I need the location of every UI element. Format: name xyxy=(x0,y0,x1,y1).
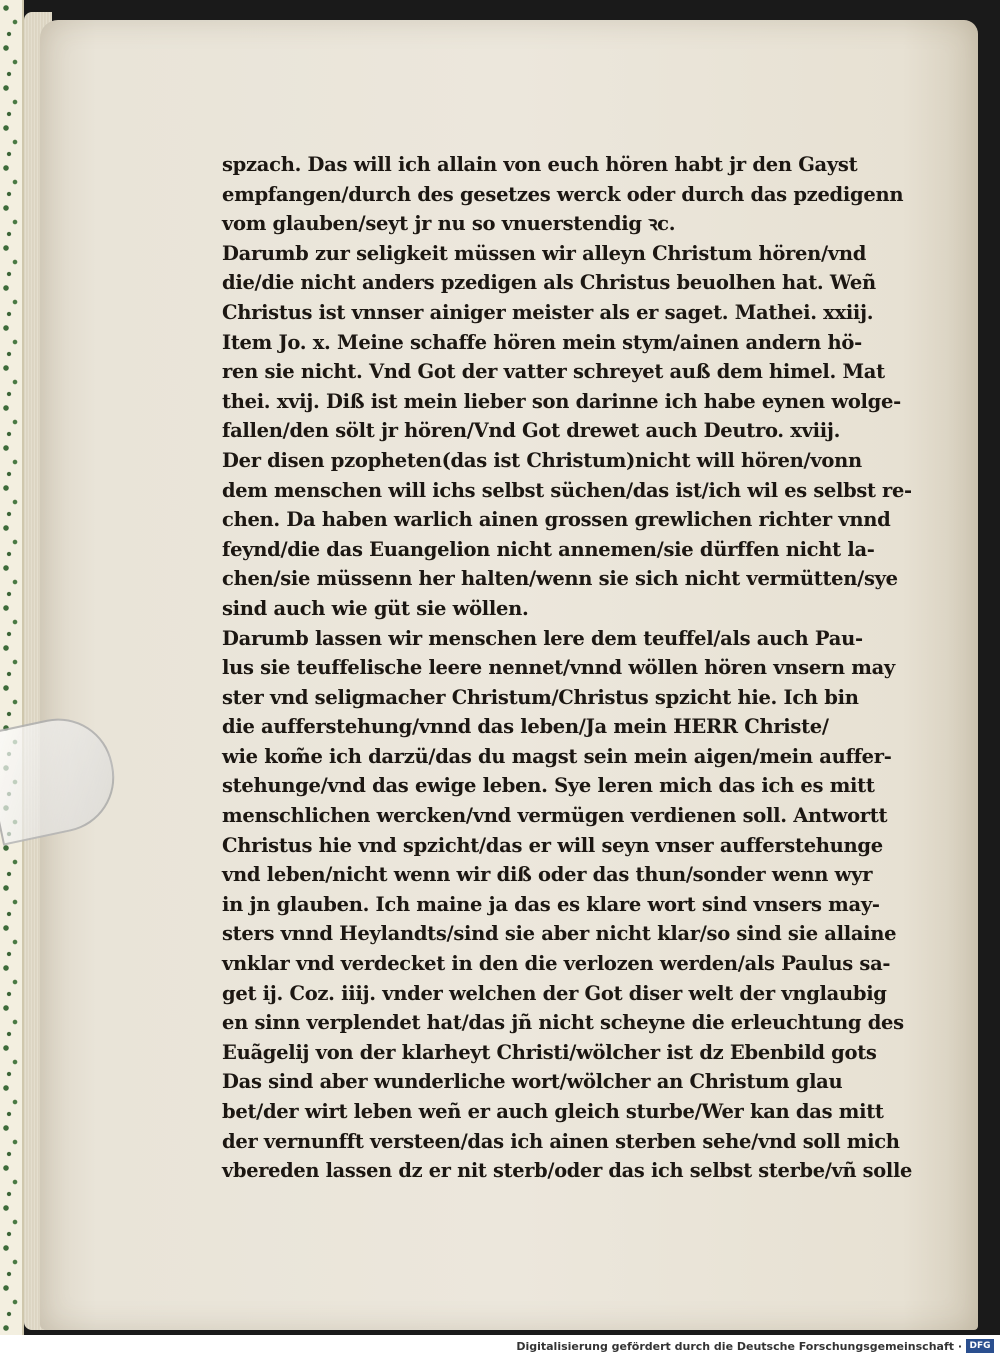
text-line: Euãgelij von der klarheyt Christi/wölcher ist dz Ebenbild gots xyxy=(222,1040,877,1064)
text-line: fallen/den sölt jr hören/Vnd Got drewet auch Deutro. xviij. xyxy=(222,419,841,443)
text-line: sind auch wie güt sie wöllen. xyxy=(222,596,529,620)
text-line: spzach. Das will ich allain von euch hören habt jr den Gayst xyxy=(222,153,858,176)
text-line: ren sie nicht. Vnd Got der vatter schreyet auß dem himel. Mat xyxy=(222,360,885,384)
text-line: die aufferstehung/vnnd das leben/Ja mein HERR Christe/ xyxy=(222,715,829,739)
text-line: vnklar vnd verdecket in den die verlozen werden/als Paulus sa- xyxy=(222,952,891,976)
dfg-logo: DFG xyxy=(966,1339,994,1353)
funding-credit: Digitalisierung gefördert durch die Deutsche Forschungsgemeinschaft · xyxy=(516,1340,962,1353)
text-line: empfangen/durch des gesetzes werck oder durch das pzedigenn xyxy=(222,182,904,206)
text-line: feynd/die das Euangelion nicht annemen/sie dürffen nicht la- xyxy=(222,537,875,561)
text-line: in jn glauben. Ich maine ja das es klare wort sind vnsers may- xyxy=(222,892,880,916)
page-text-block xyxy=(222,150,912,1186)
text-line: stehunge/vnd das ewige leben. Sye leren mich das ich es mitt xyxy=(222,774,875,798)
text-line: chen. Da haben warlich ainen grossen grewlichen richter vnnd xyxy=(222,508,891,532)
text-line: Das sind aber wunderliche wort/wölcher an Christum glau xyxy=(222,1070,843,1094)
text-line: get ij. Coz. iiij. vnder welchen der Got diser welt der vnglaubig xyxy=(222,981,887,1005)
text-line: en sinn verplendet hat/das jñ nicht scheyne die erleuchtung des xyxy=(222,1011,904,1035)
text-line: Der disen pzopheten(das ist Christum)nicht will hören/vonn xyxy=(222,448,862,472)
patterned-endpaper xyxy=(0,0,24,1335)
text-line: wie kom̃e ich darzü/das du magst sein mein aigen/mein auffer- xyxy=(222,744,892,768)
text-line: sters vnnd Heylandts/sind sie aber nicht klar/so sind sie allaine xyxy=(222,922,897,946)
text-line: chen/sie müssenn her halten/wenn sie sich nicht vermütten/sye xyxy=(222,567,898,591)
text-line: ster vnd seligmacher Christum/Christus spzicht hie. Ich bin xyxy=(222,685,859,709)
text-line: die/die nicht anders pzedigen als Christus beuolhen hat. Weñ xyxy=(222,271,876,295)
text-line: dem menschen will ichs selbst süchen/das ist/ich wil es selbst re- xyxy=(222,478,912,502)
text-line: vnd leben/nicht wenn wir diß oder das thun/sonder wenn wyr xyxy=(222,863,873,887)
text-line: Item Jo. x. Meine schaffe hören mein stym/ainen andern hö- xyxy=(222,330,862,354)
footer-bar xyxy=(0,1335,1000,1359)
text-line: lus sie teuffelische leere nennet/vnnd wöllen hören vnsern may xyxy=(222,656,895,680)
text-line: bet/der wirt leben weñ er auch gleich sturbe/Wer kan das mitt xyxy=(222,1100,884,1123)
text-line: menschlichen wercken/vnd vermügen verdienen soll. Antwortt xyxy=(222,804,888,828)
text-line: Darumb lassen wir menschen lere dem teuffel/als auch Pau- xyxy=(222,626,863,650)
text-line: vom glauben/seyt jr nu so vnuerstendig ꝛc. xyxy=(222,212,676,236)
text-line: vbereden lassen dz er nit sterb/oder das ich selbst sterbe/vñ solle xyxy=(222,1159,913,1183)
text-line: Christus ist vnnser ainiger meister als er saget. Mathei. xxiij. xyxy=(222,300,874,324)
text-line: Darumb zur seligkeit müssen wir alleyn Christum hören/vnd xyxy=(222,241,867,265)
text-line: thei. xvij. Diß ist mein lieber son darinne ich habe eynen wolge- xyxy=(222,389,901,413)
text-line: der vernunfft versteen/das ich ainen sterben sehe/vnd soll mich xyxy=(222,1129,900,1153)
text-line: Christus hie vnd spzicht/das er will seyn vnser aufferstehunge xyxy=(222,833,883,857)
